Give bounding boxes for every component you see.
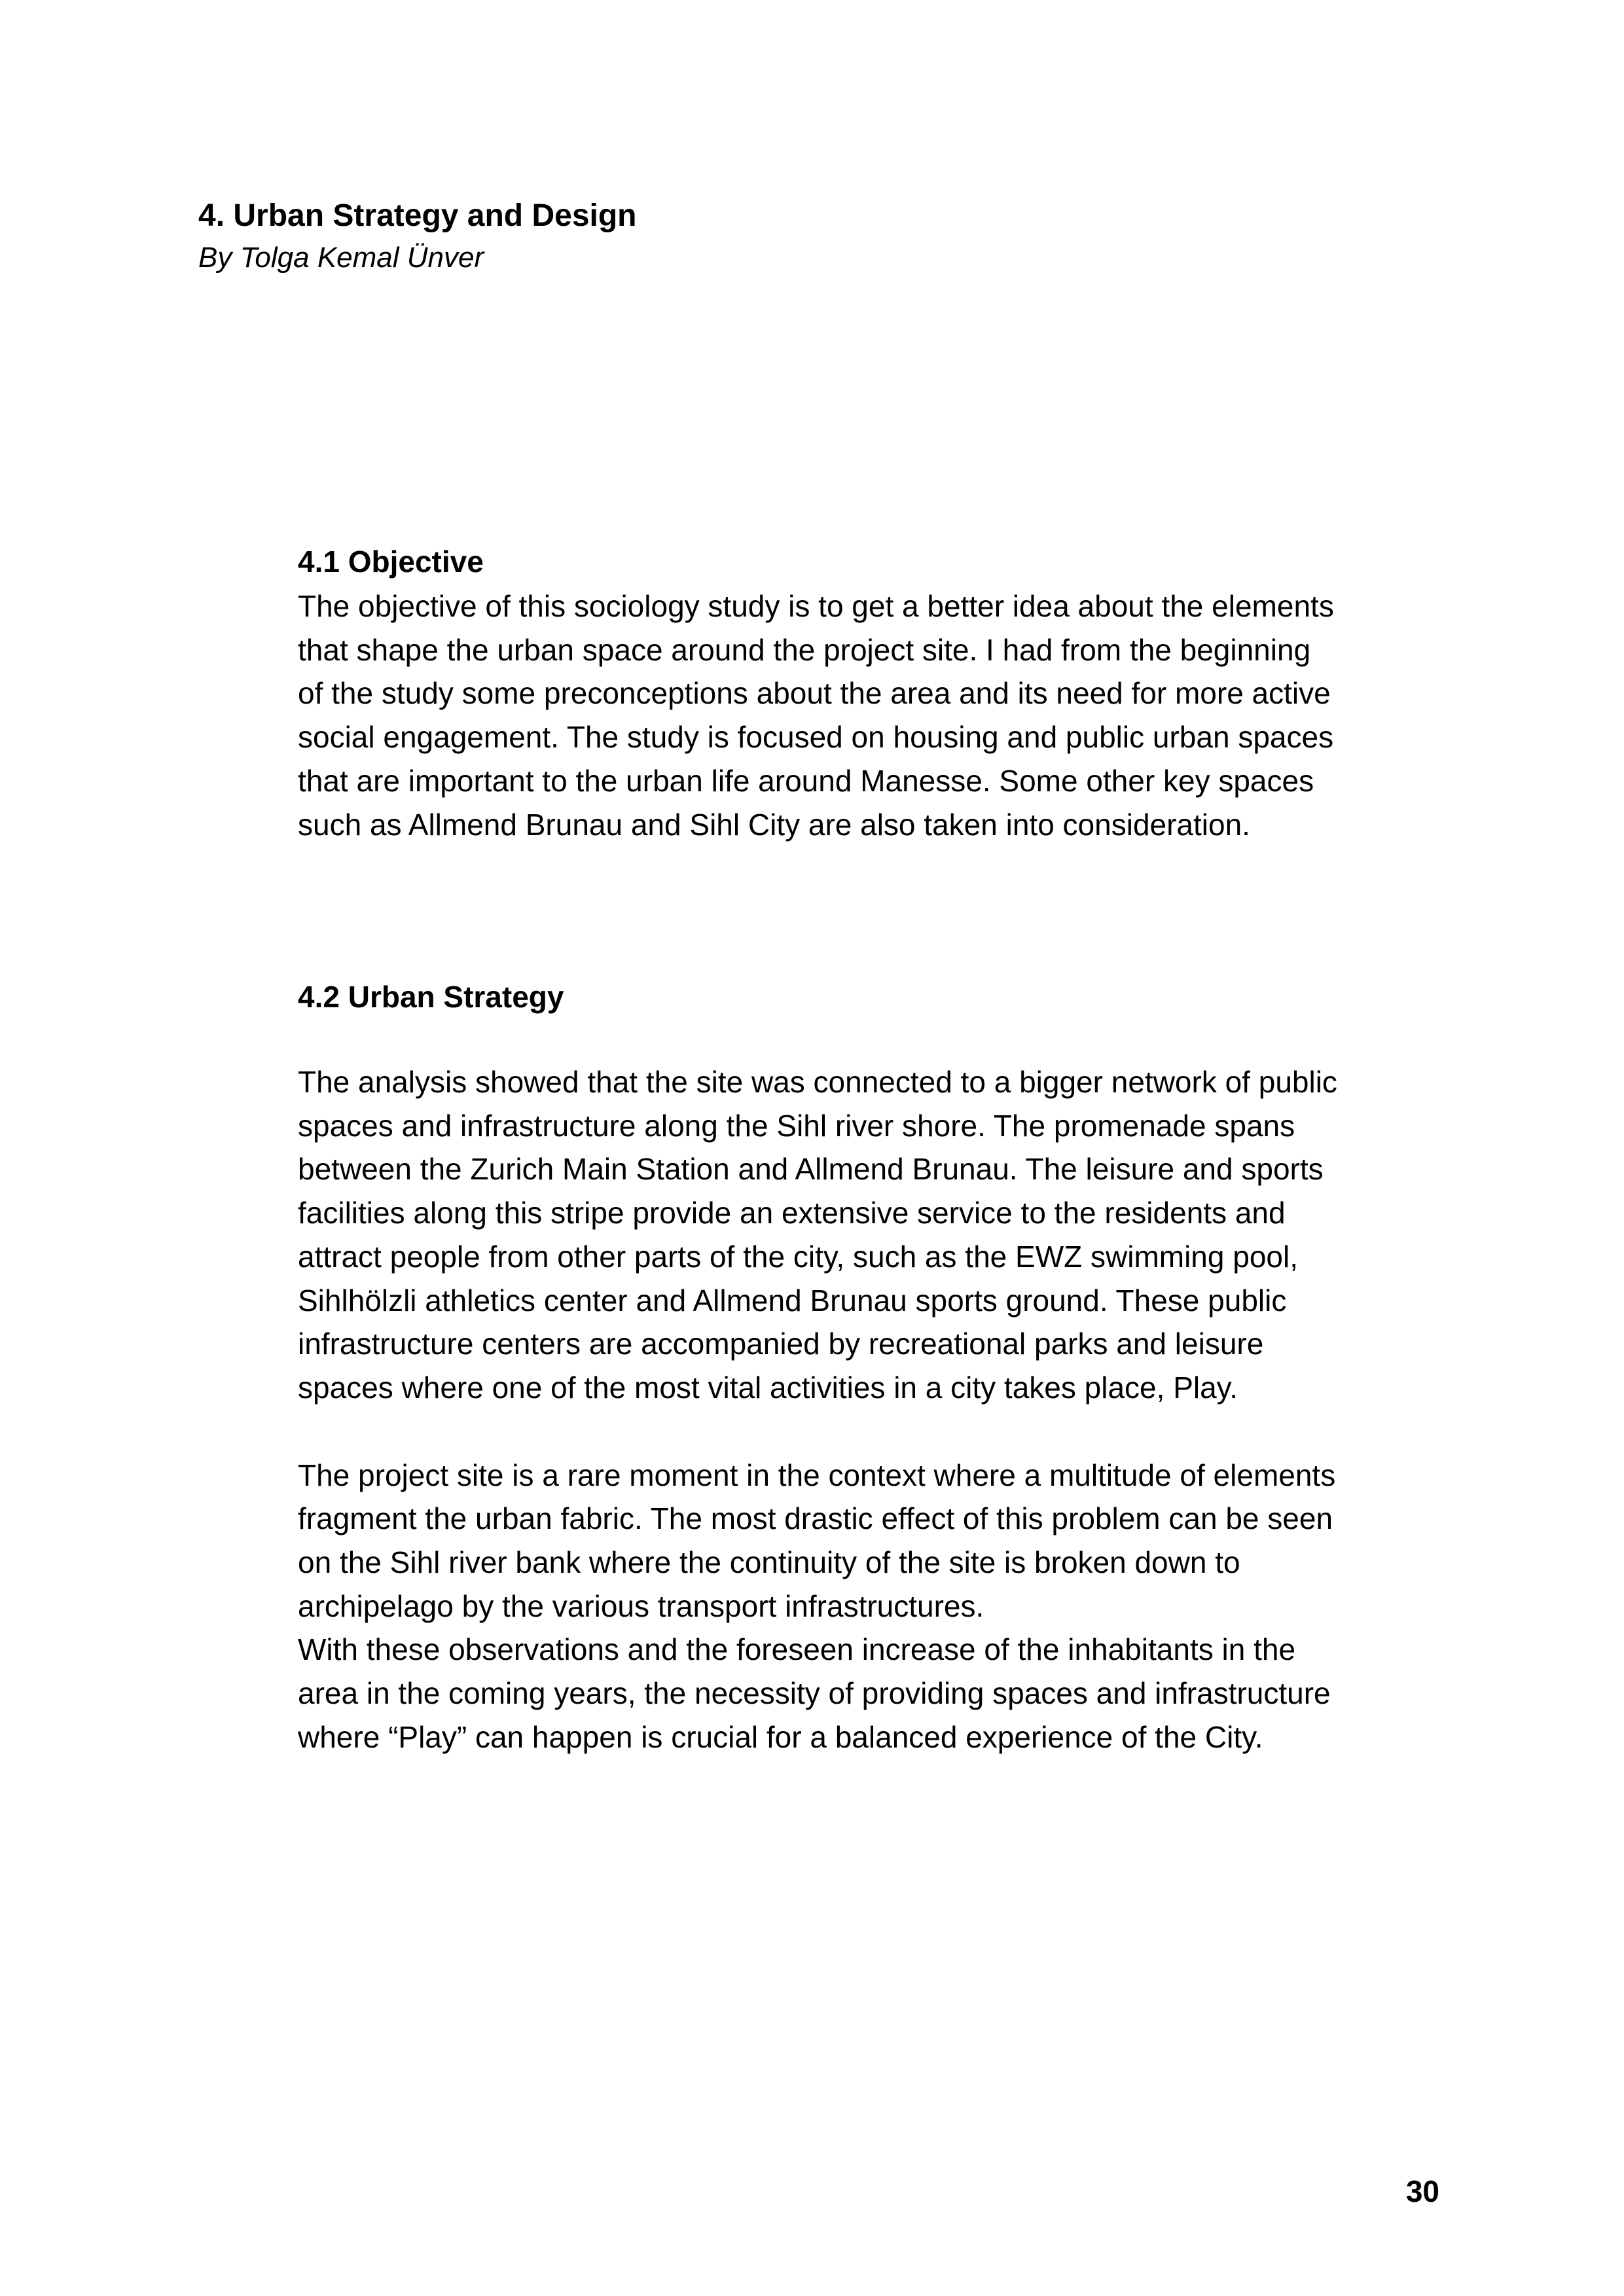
chapter-author: By Tolga Kemal Ünver	[198, 242, 484, 274]
page-number: 30	[1405, 2174, 1439, 2208]
section-heading-objective: 4.1 Objective	[298, 545, 484, 579]
urban-strategy-paragraph-2: The project site is a rare moment in the context where a multitude of elements fragment the urban fabric. The most drastic effect of this problem can be seen on the Sihl river bank where the continuity of the site is broken down to archipelago by the various transport infrastructures. With these observations and the foreseen increase of the inhabitants in the area in the coming years, the necessity of providing spaces and infrastructure where “Play” can happen is crucial for a balanced experience of the City.	[298, 1458, 1336, 1754]
urban-strategy-paragraph-1: The analysis showed that the site was connected to a bigger network of public spaces and infrastructure along the Sihl river shore. The promenade spans between the Zurich Main Station and Allmend Brunau. The leisure and sports facilities along this stripe provide an extensive service to the residents and attract people from other parts of the city, such as the EWZ swimming pool, Sihlhölzli athletics center and Allmend Brunau sports ground. These public infrastructure centers are accompanied by recreational parks and leisure spaces where one of the most vital activities in a city takes place, Play.	[298, 1065, 1337, 1405]
section-heading-urban-strategy: 4.2 Urban Strategy	[298, 980, 564, 1014]
chapter-title: 4. Urban Strategy and Design	[198, 198, 637, 233]
section-objective	[298, 542, 1470, 846]
section-urban-strategy	[298, 977, 1470, 1759]
objective-paragraph: The objective of this sociology study is to get a better idea about the elements that shape the urban space around the project site. I had from the beginning of the study some preconceptions about the area and its need for more active social engagement. The study is focused on housing and public urban spaces that are important to the urban life around Manesse. Some other key spaces such as Allmend Brunau and Sihl City are also taken into consideration.	[298, 589, 1334, 842]
